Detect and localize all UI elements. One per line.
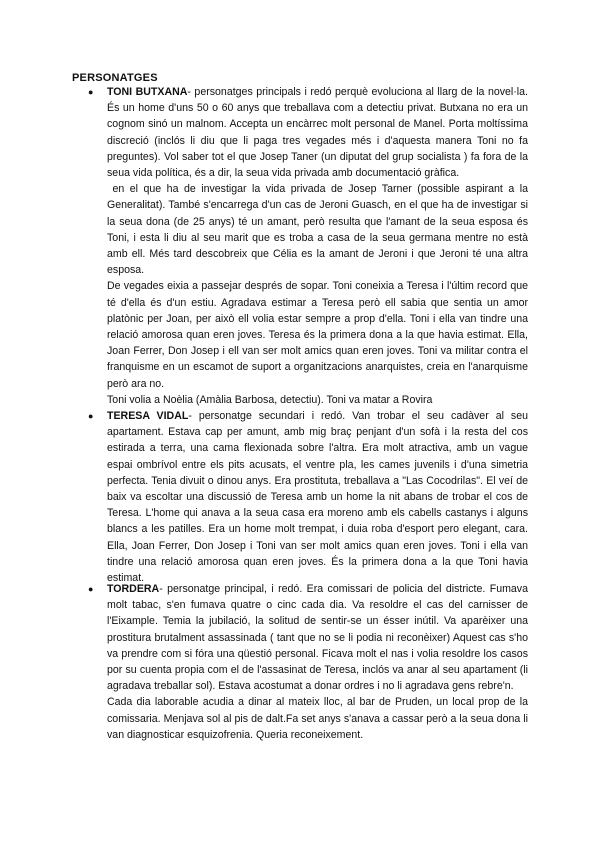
paragraph-text: - personatge principal, i redó. Era comissari de policia del districte. Fumava molt tabac, s'en fumava quatre o cinc cada dia. Va resoldre el cas del carnisser de l'Eixample. Temia la jubilació, la solitud de sentir-se un ésser inútil. Va aparèixer una prostitura brutalment assassinada ( tant que no se li podia ni reconèixer) Aquest cas s'ho va prendre com si fóra una qüestió personal. Ficava molt el nas i volia resoldre los casos por su cuenta propia com el de l'assasinat de Teresa, inclós va anar al seu apartament (li agradava treballar sol). Estava acostumat a donar ordres i no li agradava gens rebre'n.	[107, 583, 528, 693]
paragraph-text: en el que ha de investigar la vida privada de Josep Tarner (possible aspirant a la Generalitat). També s'encarrega d'un cas de Jeroni Guasch, en el que ha de investigar si la seua dona (de 25 anys) té un amant, però resulta que l'amant de la seua esposa és Toni, i esta li diu al seu marit que es troba a casa de la seua germana mentre no està amb ell. Més tard descobreix que Célia es la amant de Jeroni i que Jeroni té una altra esposa.	[107, 183, 528, 277]
entry-paragraph	[107, 181, 528, 278]
bullet-icon: ●	[88, 87, 94, 97]
paragraph-text: De vegades eixia a passejar després de sopar. Toni coneixia a Teresa i l'últim record que té d'ella és d'un estiu. Agradava estimar a Teresa però ell sabia que sentia un amor platònic per Joan, per això ell volia estar sempre a prop d'ella. Toni i ella van tindre una relació amorosa quan eren joves. Teresa és la primera dona a la que havia estimat. Ella, Joan Ferrer, Don Josep i ell van ser molt amics quan eren joves. Toni va militar contra el franquisme en un escamot de suport a organitzacions anarquistes, creia en l'anarquisme però ara no.	[107, 280, 528, 390]
bullet-icon: ●	[88, 584, 94, 594]
section-heading: PERSONATGES	[72, 72, 158, 84]
character-entry-toni-butxana	[88, 84, 528, 408]
paragraph-text: - personatges principals i redó perquè evoluciona al llarg de la novel·la. És un home d'uns 50 o 60 anys que treballava com a detectiu privat. Butxana no era un cognom sinó un malnom. Accepta un encàrrec molt personal de Manel. Porta moltíssima discreció (inclós li diu que li paga tres vegades més i d'aquesta manera Toni no fa preguntes). Vol saber tot el que Josep Taner (un diputat del grup socialista ) fa fora de la seua vida política, és a dir, la seua vida privada amb documentació gràfica.	[107, 86, 528, 180]
bullet-icon: ●	[88, 411, 94, 421]
entry-paragraph	[107, 278, 528, 391]
character-entry-teresa-vidal	[88, 408, 528, 586]
paragraph-text: Toni volia a Noèlia (Amàlia Barbosa, detectiu). Toni va matar a Rovira	[107, 393, 433, 406]
character-name: TERESA VIDAL	[107, 410, 189, 422]
entry-paragraph	[107, 408, 528, 586]
paragraph-text: - personatge secundari i redó. Van trobar el seu cadàver al seu apartament. Estava cap per amunt, amb mig braç penjant d'un sofà i la resta del cos estirada a terra, una cama flexionada sobre l'altra. Era molt atractiva, amb un vague espai ombrívol entre els pits acusats, el ventre pla, les cames juvenils i d'una simetria perfecta. Tenia divuit o dinou anys. Era prostituta, treballava a "Las Cocodrilas". El veí de baix va escoltar una discussió de Teresa amb un home la nit abans de trobar el cos de Teresa. L'home qui anava a la seua casa era moreno amb els cabells castanys i alguns blancs a les patilles. Era un home molt trempat, i duia roba d'esport pero elegant, cara. Ella, Joan Ferrer, Don Josep i Toni van ser molt amics quan eren joves. Toni i ella van tindre una relació amorosa quan eren joves. És la primera dona a la que Toni havia estimat.	[107, 410, 528, 585]
entry-paragraph	[107, 694, 528, 743]
entry-paragraph	[107, 84, 528, 181]
character-name: TORDERA	[107, 583, 160, 595]
entry-paragraph	[107, 392, 528, 408]
character-name: TONI BUTXANA	[107, 86, 188, 98]
paragraph-text: Cada dia laborable acudia a dinar al mateix lloc, al bar de Pruden, un local prop de la comissaria. Menjava sol al pis de dalt.Fa set anys s'anava a cassar però a la seua dona li van diagnosticar esquizofrenia. Queria reconeixement.	[107, 696, 528, 741]
entry-paragraph	[107, 581, 528, 694]
character-entry-tordera	[88, 581, 528, 743]
